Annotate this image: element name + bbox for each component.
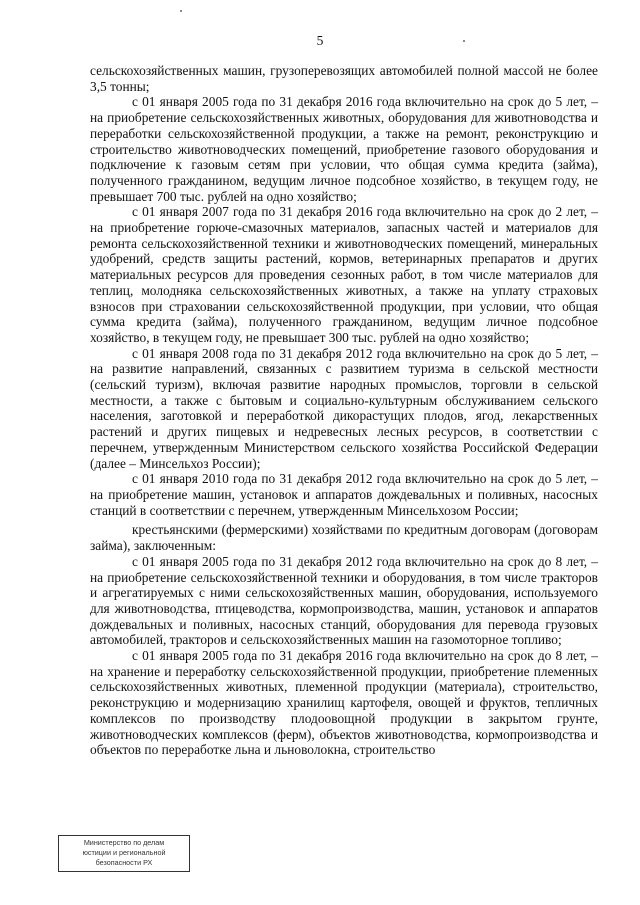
paragraph-1: сельскохозяйственных машин, грузоперевозящих автомобилей полной массой не более 3,5 тонны;	[90, 63, 598, 94]
paragraph-2: с 01 января 2005 года по 31 декабря 2016 года включительно на срок до 5 лет, – на приобретение сельскохозяйственных животных, оборудования для животноводства и переработки сельскохозяйственной продукции, а также на ремонт, реконструкцию и строительство животноводческих помещений, приобретение газового оборудования и подключение к газовым сетям при условии, что общая сумма кредита (займа), полученного гражданином, ведущим личное подсобное хозяйство, в текущем году, не превышает 700 тыс. рублей на одно хозяйство;	[90, 94, 598, 204]
scan-speck	[463, 40, 465, 42]
paragraph-6: крестьянскими (фермерскими) хозяйствами по кредитным договорам (договорам займа), заключенным:	[90, 522, 598, 554]
paragraph-4: с 01 января 2008 года по 31 декабря 2012 года включительно на срок до 5 лет, – на развитие направлений, связанных с развитием туризма в сельской местности (сельский туризм), включая развитие народных промыслов, торговли в сельской местности, а также с бытовым и социально-культурным обслуживанием сельского населения, заготовкой и переработкой дикорастущих плодов, ягод, лекарственных растений и других пищевых и недревесных лесных ресурсов, в соответствии с перечнем, утвержденным Министерством сельского хозяйства Российской Федерации (далее – Минсельхоз России);	[90, 345, 598, 471]
stamp-line-1: Министерство по делам	[83, 838, 165, 847]
paragraph-7: с 01 января 2005 года по 31 декабря 2012 года включительно на срок до 8 лет, – на приобретение сельскохозяйственной техники и оборудования, в том числе тракторов и агрегатируемых с ними сельскохозяйственных машин, оборудования, используемого для животноводства, птицеводства, кормопроизводства, машин, установок и аппаратов дождевальных и поливных, насосных станций, оборудования для перевода грузовых автомобилей, тракторов и сельскохозяйственных машин на газомоторное топливо;	[90, 553, 598, 648]
scan-speck	[180, 10, 182, 12]
page-number: 5	[316, 33, 324, 48]
paragraph-5: с 01 января 2010 года по 31 декабря 2012 года включительно на срок до 5 лет, – на приобретение машин, установок и аппаратов дождевальных и поливных, насосных станций в соответствии с перечнем, утвержденным Минсельхозом России;	[90, 471, 598, 518]
stamp-line-2: юстиции и региональной	[82, 848, 166, 857]
document-body	[90, 63, 598, 758]
paragraph-8: с 01 января 2005 года по 31 декабря 2016 года включительно на срок до 8 лет, – на хранение и переработку сельскохозяйственной продукции, приобретение племенных сельскохозяйственных животных, племенной продукции (материала), строительство, реконструкцию и модернизацию хранилищ картофеля, овощей и фруктов, тепличных комплексов по производству плодоовощной продукции в закрытом грунте, животноводческих комплексов (ферм), объектов животноводства, кормопроизводства и объектов по переработке льна и льноволокна, строительство	[90, 648, 598, 758]
registration-stamp	[58, 835, 190, 872]
paragraph-3: с 01 января 2007 года по 31 декабря 2016 года включительно на срок до 2 лет, – на приобретение горюче-смазочных материалов, запасных частей и материалов для ремонта сельскохозяйственной техники и животноводческих помещений, минеральных удобрений, средств защиты растений, кормов, ветеринарных препаратов и других материальных ресурсов для проведения сезонных работ, в том числе материалов для теплиц, молодняка сельскохозяйственных животных, а также на уплату страховых взносов при страховании сельскохозяйственной продукции, при условии, что общая сумма кредита (займа), полученного гражданином, ведущим личное подсобное хозяйство, в текущем году, не превышает 300 тыс. рублей на одно хозяйство;	[90, 204, 598, 345]
stamp-line-3: безопасности РХ	[95, 858, 153, 867]
